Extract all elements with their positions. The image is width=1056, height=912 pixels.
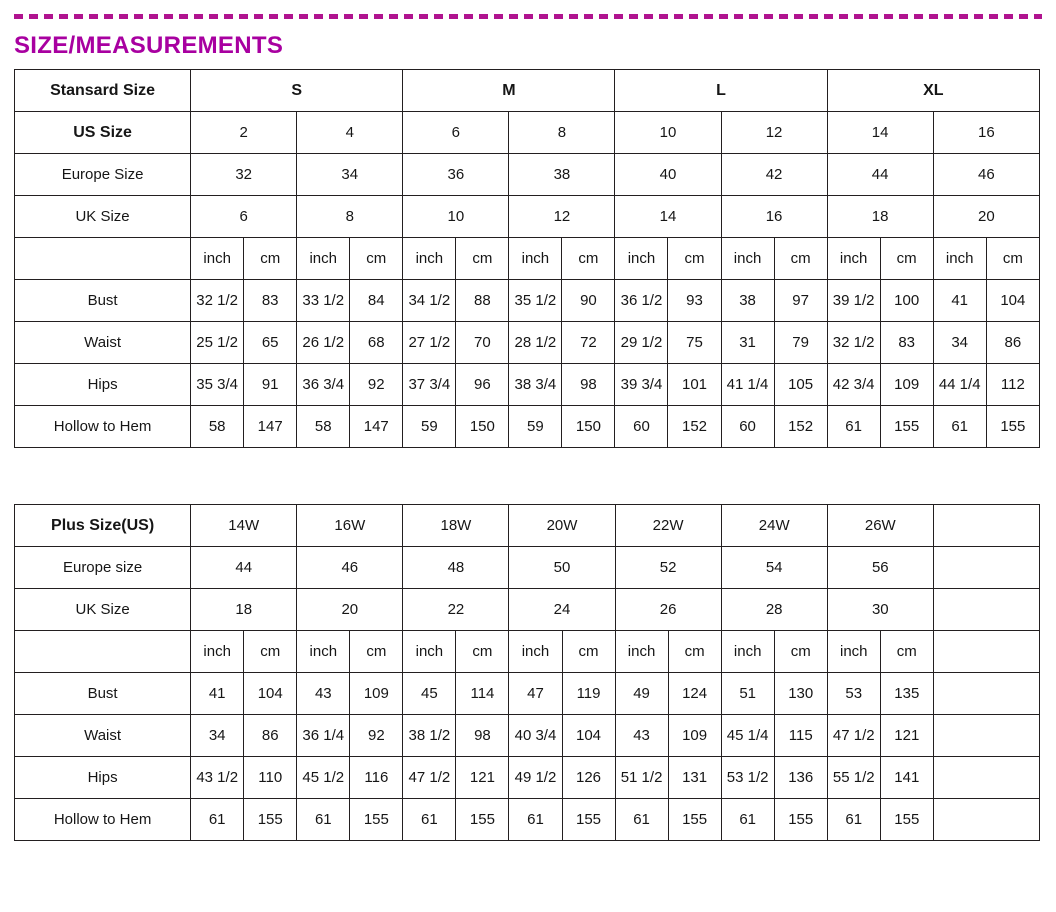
cell-bust-6: 35 1/2 (509, 280, 562, 322)
cell-plus-hollow-5: 155 (456, 799, 509, 841)
cell-plus-waist-1: 86 (244, 715, 297, 757)
cell-plus-unit-10: inch (721, 631, 774, 673)
cell-waist-0: 25 1/2 (191, 322, 244, 364)
cell-bust-5: 88 (456, 280, 509, 322)
cell-plus-europe-1: 46 (297, 547, 403, 589)
cell-us-size-0: 2 (191, 112, 297, 154)
cell-plus-hips-12: 55 1/2 (827, 757, 880, 799)
cell-hollow-15: 155 (986, 406, 1039, 448)
cell-hips-15: 112 (986, 364, 1039, 406)
cell-plus-hollow-2: 61 (297, 799, 350, 841)
cell-unit-2: inch (297, 238, 350, 280)
cell-hips-1: 91 (244, 364, 297, 406)
row-label-plus-bust: Bust (15, 673, 191, 715)
row-label-plus-waist: Waist (15, 715, 191, 757)
size-chart-page (0, 14, 1056, 912)
table-row-waist (15, 322, 1040, 364)
cell-bust-2: 33 1/2 (297, 280, 350, 322)
cell-plus-size-1: 16W (297, 505, 403, 547)
cell-plus-waist-10: 45 1/4 (721, 715, 774, 757)
cell-unit-4: inch (403, 238, 456, 280)
cell-plus-hollow-8: 61 (615, 799, 668, 841)
cell-europe-size-2: 36 (403, 154, 509, 196)
cell-hips-2: 36 3/4 (297, 364, 350, 406)
cell-plus-hollow-10: 61 (721, 799, 774, 841)
cell-europe-size-6: 44 (827, 154, 933, 196)
table-row-uk-size (15, 196, 1040, 238)
cell-plus-unit-0: inch (191, 631, 244, 673)
row-label-europe-size: Europe Size (15, 154, 191, 196)
cell-plus-bust-5: 114 (456, 673, 509, 715)
table-row-plus-units (15, 631, 1040, 673)
cell-plus-waist-9: 109 (668, 715, 721, 757)
cell-waist-7: 72 (562, 322, 615, 364)
cell-hollow-13: 155 (880, 406, 933, 448)
cell-bust-3: 84 (350, 280, 403, 322)
table-row-europe-size (15, 154, 1040, 196)
cell-hips-14: 44 1/4 (933, 364, 986, 406)
cell-europe-size-3: 38 (509, 154, 615, 196)
cell-hollow-7: 150 (562, 406, 615, 448)
cell-plus-europe-4: 52 (615, 547, 721, 589)
cell-waist-5: 70 (456, 322, 509, 364)
cell-waist-9: 75 (668, 322, 721, 364)
cell-plus-bust-2: 43 (297, 673, 350, 715)
cell-hollow-6: 59 (509, 406, 562, 448)
table-row-hips (15, 364, 1040, 406)
cell-plus-bust-9: 124 (668, 673, 721, 715)
filler-cell (933, 589, 1039, 631)
cell-hips-13: 109 (880, 364, 933, 406)
cell-plus-waist-8: 43 (615, 715, 668, 757)
cell-us-size-5: 12 (721, 112, 827, 154)
cell-plus-bust-13: 135 (880, 673, 933, 715)
cell-us-size-1: 4 (297, 112, 403, 154)
cell-plus-waist-3: 92 (350, 715, 403, 757)
cell-bust-15: 104 (986, 280, 1039, 322)
table-row-standard-size (15, 70, 1040, 112)
cell-plus-uk-5: 28 (721, 589, 827, 631)
table-row-hollow-to-hem (15, 406, 1040, 448)
cell-hips-10: 41 1/4 (721, 364, 774, 406)
cell-unit-7: cm (562, 238, 615, 280)
cell-europe-size-0: 32 (191, 154, 297, 196)
cell-hollow-9: 152 (668, 406, 721, 448)
cell-hollow-4: 59 (403, 406, 456, 448)
cell-plus-hips-3: 116 (350, 757, 403, 799)
cell-plus-bust-3: 109 (350, 673, 403, 715)
cell-unit-6: inch (509, 238, 562, 280)
group-s: S (191, 70, 403, 112)
cell-uk-size-4: 14 (615, 196, 721, 238)
group-xl: XL (827, 70, 1039, 112)
filler-cell (933, 547, 1039, 589)
cell-plus-waist-0: 34 (191, 715, 244, 757)
row-label-plus-hips: Hips (15, 757, 191, 799)
table-row-plus-size (15, 505, 1040, 547)
cell-plus-waist-11: 115 (774, 715, 827, 757)
cell-plus-hollow-0: 61 (191, 799, 244, 841)
cell-plus-waist-7: 104 (562, 715, 615, 757)
cell-plus-hips-0: 43 1/2 (191, 757, 244, 799)
cell-plus-waist-2: 36 1/4 (297, 715, 350, 757)
cell-plus-uk-6: 30 (827, 589, 933, 631)
cell-hollow-10: 60 (721, 406, 774, 448)
cell-unit-3: cm (350, 238, 403, 280)
cell-plus-waist-12: 47 1/2 (827, 715, 880, 757)
cell-plus-uk-0: 18 (191, 589, 297, 631)
cell-plus-bust-1: 104 (244, 673, 297, 715)
cell-bust-9: 93 (668, 280, 721, 322)
row-label-us-size: US Size (15, 112, 191, 154)
cell-uk-size-0: 6 (191, 196, 297, 238)
cell-waist-4: 27 1/2 (403, 322, 456, 364)
cell-plus-bust-4: 45 (403, 673, 456, 715)
cell-uk-size-3: 12 (509, 196, 615, 238)
cell-plus-unit-2: inch (297, 631, 350, 673)
cell-plus-hollow-4: 61 (403, 799, 456, 841)
cell-waist-12: 32 1/2 (827, 322, 880, 364)
row-label-plus-europe-size: Europe size (15, 547, 191, 589)
cell-us-size-3: 8 (509, 112, 615, 154)
cell-hollow-2: 58 (297, 406, 350, 448)
cell-hips-5: 96 (456, 364, 509, 406)
cell-plus-europe-6: 56 (827, 547, 933, 589)
cell-plus-europe-3: 50 (509, 547, 615, 589)
cell-unit-1: cm (244, 238, 297, 280)
cell-europe-size-4: 40 (615, 154, 721, 196)
cell-plus-europe-5: 54 (721, 547, 827, 589)
cell-waist-11: 79 (774, 322, 827, 364)
cell-hollow-3: 147 (350, 406, 403, 448)
cell-plus-uk-3: 24 (509, 589, 615, 631)
cell-waist-8: 29 1/2 (615, 322, 668, 364)
table-gap (14, 448, 1042, 504)
cell-hips-3: 92 (350, 364, 403, 406)
cell-waist-2: 26 1/2 (297, 322, 350, 364)
table-row-us-size (15, 112, 1040, 154)
cell-waist-14: 34 (933, 322, 986, 364)
cell-plus-unit-7: cm (562, 631, 615, 673)
cell-us-size-2: 6 (403, 112, 509, 154)
cell-bust-12: 39 1/2 (827, 280, 880, 322)
table-row-plus-waist (15, 715, 1040, 757)
cell-plus-hollow-13: 155 (880, 799, 933, 841)
decorative-dashed-rule (14, 14, 1042, 19)
table-row-plus-hips (15, 757, 1040, 799)
cell-uk-size-6: 18 (827, 196, 933, 238)
cell-plus-size-5: 24W (721, 505, 827, 547)
cell-waist-3: 68 (350, 322, 403, 364)
cell-plus-hips-10: 53 1/2 (721, 757, 774, 799)
cell-waist-13: 83 (880, 322, 933, 364)
cell-bust-0: 32 1/2 (191, 280, 244, 322)
cell-bust-13: 100 (880, 280, 933, 322)
cell-plus-hollow-11: 155 (774, 799, 827, 841)
row-label-plus-units (15, 631, 191, 673)
filler-cell (933, 757, 1039, 799)
cell-us-size-6: 14 (827, 112, 933, 154)
table-row-plus-uk-size (15, 589, 1040, 631)
cell-plus-hips-8: 51 1/2 (615, 757, 668, 799)
row-label-plus-uk-size: UK Size (15, 589, 191, 631)
cell-plus-unit-3: cm (350, 631, 403, 673)
cell-plus-waist-13: 121 (880, 715, 933, 757)
cell-plus-hips-1: 110 (244, 757, 297, 799)
plus-size-table (14, 504, 1040, 841)
cell-uk-size-5: 16 (721, 196, 827, 238)
cell-plus-hips-11: 136 (774, 757, 827, 799)
cell-plus-bust-11: 130 (774, 673, 827, 715)
cell-bust-1: 83 (244, 280, 297, 322)
cell-plus-size-2: 18W (403, 505, 509, 547)
cell-bust-4: 34 1/2 (403, 280, 456, 322)
table-row-plus-europe-size (15, 547, 1040, 589)
cell-plus-europe-2: 48 (403, 547, 509, 589)
filler-cell (933, 673, 1039, 715)
cell-plus-unit-8: inch (615, 631, 668, 673)
cell-plus-waist-4: 38 1/2 (403, 715, 456, 757)
cell-hollow-12: 61 (827, 406, 880, 448)
cell-uk-size-1: 8 (297, 196, 403, 238)
table-row-plus-hollow-to-hem (15, 799, 1040, 841)
cell-bust-11: 97 (774, 280, 827, 322)
cell-plus-bust-6: 47 (509, 673, 562, 715)
cell-plus-unit-5: cm (456, 631, 509, 673)
row-label-plus-size: Plus Size(US) (15, 505, 191, 547)
cell-uk-size-2: 10 (403, 196, 509, 238)
row-label-bust: Bust (15, 280, 191, 322)
cell-waist-15: 86 (986, 322, 1039, 364)
cell-waist-10: 31 (721, 322, 774, 364)
cell-plus-hollow-3: 155 (350, 799, 403, 841)
cell-plus-hollow-1: 155 (244, 799, 297, 841)
cell-bust-10: 38 (721, 280, 774, 322)
cell-plus-uk-1: 20 (297, 589, 403, 631)
row-label-plus-hollow-to-hem: Hollow to Hem (15, 799, 191, 841)
row-label-standard-size: Stansard Size (15, 70, 191, 112)
cell-plus-hips-5: 121 (456, 757, 509, 799)
filler-cell (933, 631, 1039, 673)
cell-plus-unit-13: cm (880, 631, 933, 673)
table-row-bust (15, 280, 1040, 322)
page-title: SIZE/MEASUREMENTS (14, 32, 284, 59)
cell-hips-8: 39 3/4 (615, 364, 668, 406)
cell-hips-0: 35 3/4 (191, 364, 244, 406)
cell-unit-10: inch (721, 238, 774, 280)
cell-plus-unit-6: inch (509, 631, 562, 673)
cell-plus-bust-12: 53 (827, 673, 880, 715)
cell-plus-waist-5: 98 (456, 715, 509, 757)
cell-plus-hollow-9: 155 (668, 799, 721, 841)
cell-plus-hips-2: 45 1/2 (297, 757, 350, 799)
cell-hollow-5: 150 (456, 406, 509, 448)
cell-unit-11: cm (774, 238, 827, 280)
cell-hips-11: 105 (774, 364, 827, 406)
cell-hips-12: 42 3/4 (827, 364, 880, 406)
cell-hips-9: 101 (668, 364, 721, 406)
cell-europe-size-5: 42 (721, 154, 827, 196)
cell-bust-14: 41 (933, 280, 986, 322)
filler-cell (933, 505, 1039, 547)
cell-plus-unit-12: inch (827, 631, 880, 673)
cell-unit-15: cm (986, 238, 1039, 280)
cell-us-size-4: 10 (615, 112, 721, 154)
cell-plus-size-3: 20W (509, 505, 615, 547)
row-label-uk-size: UK Size (15, 196, 191, 238)
table-row-units (15, 238, 1040, 280)
cell-hollow-11: 152 (774, 406, 827, 448)
cell-uk-size-7: 20 (933, 196, 1039, 238)
cell-unit-13: cm (880, 238, 933, 280)
cell-unit-12: inch (827, 238, 880, 280)
cell-plus-size-0: 14W (191, 505, 297, 547)
filler-cell (933, 799, 1039, 841)
cell-unit-14: inch (933, 238, 986, 280)
cell-plus-uk-4: 26 (615, 589, 721, 631)
cell-plus-size-4: 22W (615, 505, 721, 547)
group-l: L (615, 70, 827, 112)
cell-waist-1: 65 (244, 322, 297, 364)
cell-hollow-14: 61 (933, 406, 986, 448)
cell-europe-size-1: 34 (297, 154, 403, 196)
cell-unit-8: inch (615, 238, 668, 280)
cell-plus-europe-0: 44 (191, 547, 297, 589)
cell-plus-bust-8: 49 (615, 673, 668, 715)
cell-hollow-0: 58 (191, 406, 244, 448)
cell-plus-hollow-7: 155 (562, 799, 615, 841)
cell-plus-unit-11: cm (774, 631, 827, 673)
cell-plus-waist-6: 40 3/4 (509, 715, 562, 757)
cell-plus-unit-1: cm (244, 631, 297, 673)
row-label-waist: Waist (15, 322, 191, 364)
cell-plus-hips-9: 131 (668, 757, 721, 799)
group-m: M (403, 70, 615, 112)
cell-plus-bust-7: 119 (562, 673, 615, 715)
cell-hollow-8: 60 (615, 406, 668, 448)
cell-plus-hips-7: 126 (562, 757, 615, 799)
cell-us-size-7: 16 (933, 112, 1039, 154)
cell-unit-0: inch (191, 238, 244, 280)
cell-plus-hips-13: 141 (880, 757, 933, 799)
row-label-units (15, 238, 191, 280)
cell-plus-hollow-12: 61 (827, 799, 880, 841)
cell-hips-7: 98 (562, 364, 615, 406)
row-label-hollow-to-hem: Hollow to Hem (15, 406, 191, 448)
cell-bust-8: 36 1/2 (615, 280, 668, 322)
cell-plus-bust-10: 51 (721, 673, 774, 715)
cell-europe-size-7: 46 (933, 154, 1039, 196)
cell-plus-uk-2: 22 (403, 589, 509, 631)
cell-plus-size-6: 26W (827, 505, 933, 547)
cell-plus-unit-4: inch (403, 631, 456, 673)
row-label-hips: Hips (15, 364, 191, 406)
cell-plus-hips-4: 47 1/2 (403, 757, 456, 799)
cell-plus-unit-9: cm (668, 631, 721, 673)
cell-plus-hips-6: 49 1/2 (509, 757, 562, 799)
cell-hollow-1: 147 (244, 406, 297, 448)
cell-unit-9: cm (668, 238, 721, 280)
table-row-plus-bust (15, 673, 1040, 715)
cell-plus-hollow-6: 61 (509, 799, 562, 841)
cell-hips-4: 37 3/4 (403, 364, 456, 406)
cell-hips-6: 38 3/4 (509, 364, 562, 406)
cell-unit-5: cm (456, 238, 509, 280)
filler-cell (933, 715, 1039, 757)
cell-plus-bust-0: 41 (191, 673, 244, 715)
cell-bust-7: 90 (562, 280, 615, 322)
cell-waist-6: 28 1/2 (509, 322, 562, 364)
standard-size-table (14, 69, 1040, 448)
